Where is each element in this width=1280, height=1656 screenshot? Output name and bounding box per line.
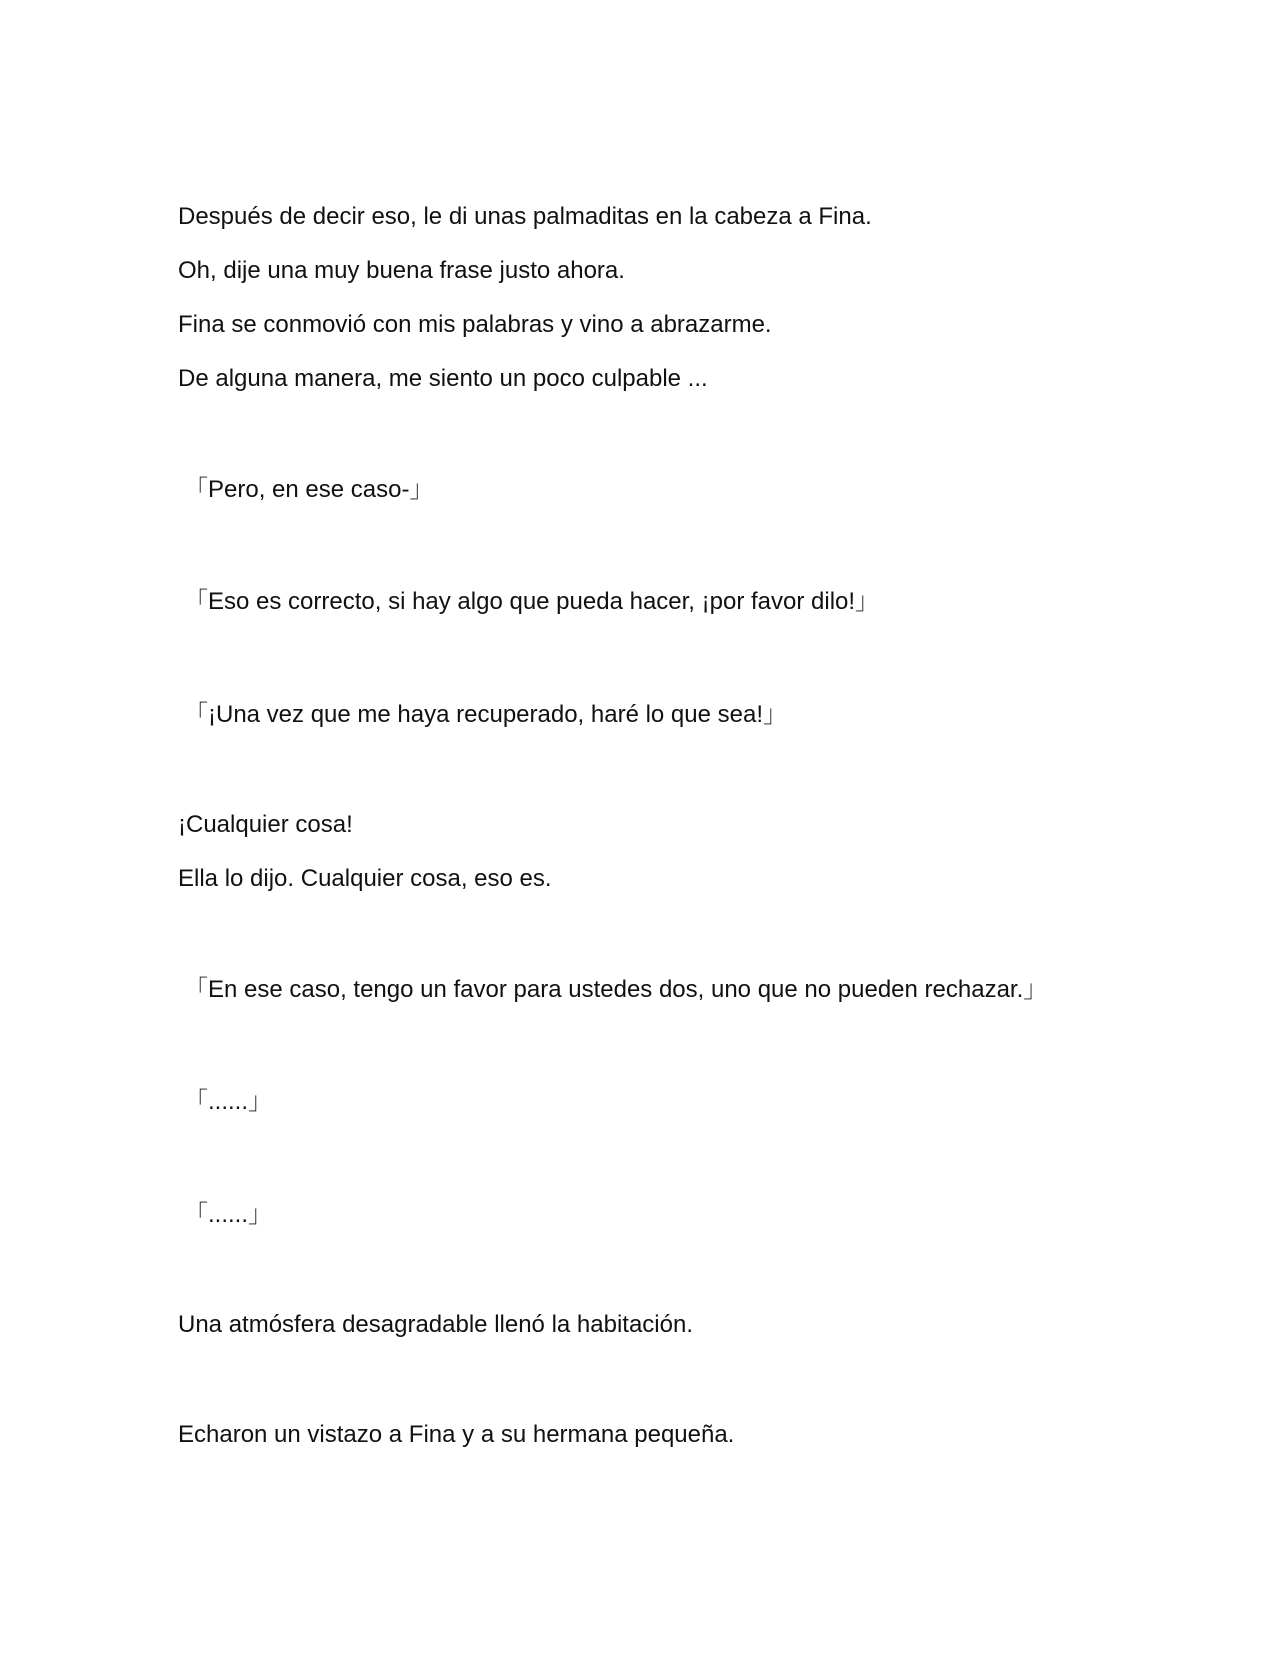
dialogue-line: 「¡Una vez que me haya recuperado, haré lo que sea!」 [184,701,788,728]
narration-line: Ella lo dijo. Cualquier cosa, eso es. [178,865,552,892]
dialogue-line: 「......」 [184,1201,273,1228]
dialogue-line: 「En ese caso, tengo un favor para ustedes dos, uno que no pueden rechazar.」 [184,976,1048,1003]
narration-line: Una atmósfera desagradable llenó la habitación. [178,1311,694,1338]
narration-line: Después de decir eso, le di unas palmaditas en la cabeza a Fina. [178,203,872,230]
narration-line: ¡Cualquier cosa! [178,811,353,838]
narration-line: Fina se conmovió con mis palabras y vino a abrazarme. [178,311,772,338]
dialogue-line: 「Eso es correcto, si hay algo que pueda hacer, ¡por favor dilo!」 [184,588,880,615]
narration-line: De alguna manera, me siento un poco culpable ... [178,365,708,392]
dialogue-line: 「Pero, en ese caso-」 [184,476,434,503]
dialogue-line: 「......」 [184,1088,273,1115]
narration-line: Oh, dije una muy buena frase justo ahora. [178,257,625,284]
narration-line: Echaron un vistazo a Fina y a su hermana pequeña. [178,1421,735,1448]
